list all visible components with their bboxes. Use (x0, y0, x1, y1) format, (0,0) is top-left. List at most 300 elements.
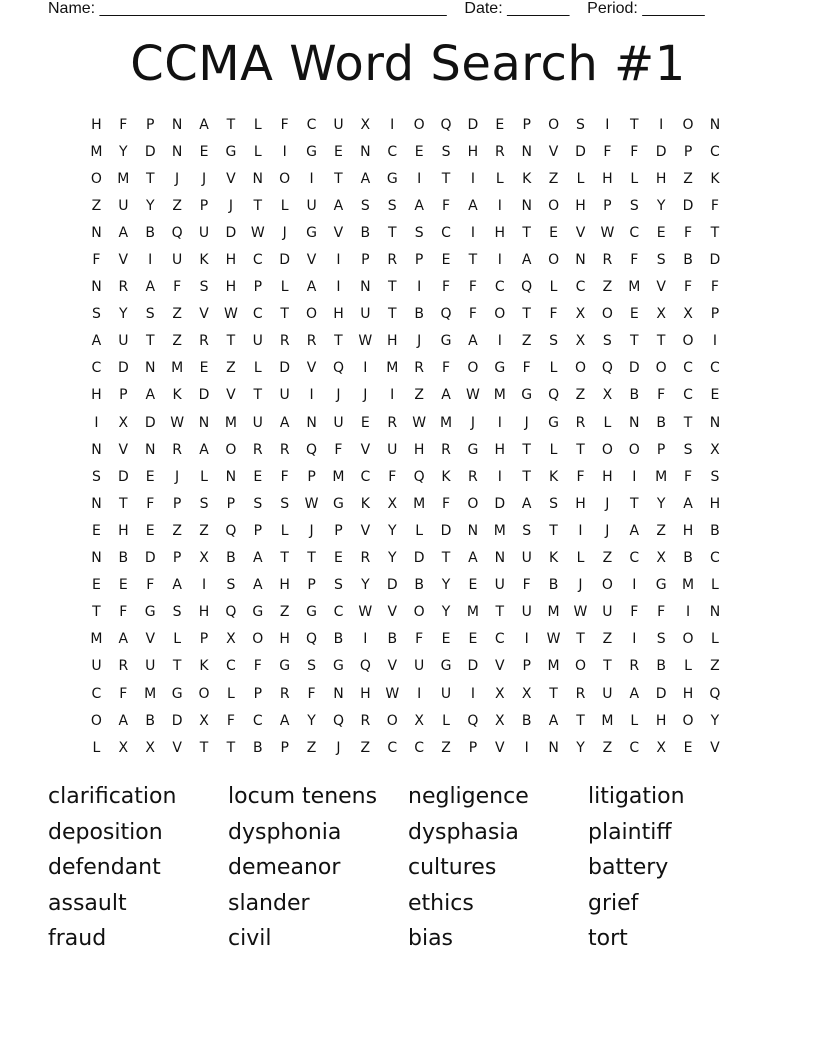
grid-letter: Q (601, 360, 613, 377)
word-bank-item: negligence (408, 784, 529, 809)
grid-letter: S (710, 468, 720, 485)
grid-letter: J (363, 387, 368, 404)
grid-letter: T (576, 631, 585, 648)
grid-letter: V (118, 441, 129, 458)
grid-letter: P (146, 116, 155, 133)
grid-letter: A (333, 197, 344, 214)
grid-letter: H (467, 143, 479, 160)
grid-letter: A (629, 685, 640, 702)
grid-letter: V (199, 306, 209, 323)
grid-letter: Z (656, 522, 666, 539)
grid-letter: X (360, 116, 371, 133)
grid-letter: D (682, 197, 694, 214)
grid-letter: B (656, 658, 666, 675)
grid-letter: F (334, 441, 343, 458)
grid-letter: L (684, 658, 692, 675)
grid-letter: R (279, 685, 290, 702)
grid-letter: Z (602, 739, 613, 756)
grid-letter: T (172, 658, 182, 675)
grid-letter: G (548, 414, 560, 431)
grid-letter: A (468, 333, 478, 350)
grid-letter: K (710, 170, 720, 187)
grid-letter: I (417, 685, 422, 702)
grid-letter: F (522, 577, 531, 594)
grid-letter: E (145, 468, 155, 485)
grid-row (83, 409, 731, 436)
grid-letter: Y (387, 522, 397, 539)
grid-letter: S (307, 658, 317, 675)
grid-letter: F (468, 279, 477, 296)
grid-letter: Z (602, 279, 613, 296)
grid-letter: T (576, 441, 585, 458)
grid-letter: H (91, 116, 102, 133)
date-blank[interactable]: _______ (507, 0, 570, 17)
grid-letter: H (386, 333, 398, 350)
grid-row (83, 274, 731, 301)
grid-letter: O (494, 306, 506, 323)
grid-letter: L (630, 712, 639, 729)
grid-letter: E (360, 414, 370, 431)
grid-letter: A (683, 495, 693, 512)
grid-letter: T (253, 197, 263, 214)
grid-letter: Q (440, 116, 452, 133)
grid-letter: O (601, 441, 613, 458)
grid-letter: P (656, 441, 666, 458)
grid-letter: X (575, 306, 586, 323)
grid-letter: F (522, 360, 531, 377)
grid-letter: F (576, 468, 585, 485)
grid-letter: F (307, 685, 316, 702)
grid-letter: C (629, 550, 640, 567)
grid-letter: X (495, 712, 505, 729)
grid-letter: O (655, 360, 667, 377)
header-fields (48, 0, 705, 18)
grid-letter: S (576, 116, 585, 133)
grid-letter: S (441, 143, 451, 160)
grid-letter: T (522, 441, 531, 458)
grid-letter: Z (683, 170, 693, 187)
grid-letter: L (253, 360, 262, 377)
grid-letter: H (575, 197, 586, 214)
word-bank-item: locum tenens (228, 784, 378, 809)
grid-letter: T (441, 170, 451, 187)
grid-letter: P (307, 577, 316, 594)
grid-letter: E (118, 577, 128, 594)
grid-letter: K (548, 468, 559, 485)
grid-letter: R (279, 333, 290, 350)
grid-letter: E (253, 468, 263, 485)
grid-letter: M (493, 522, 506, 539)
grid-letter: G (171, 685, 183, 702)
grid-letter: L (415, 522, 424, 539)
word-bank-item: grief (588, 890, 639, 916)
grid-letter: T (334, 170, 343, 187)
grid-letter: D (655, 143, 667, 160)
grid-letter: F (146, 495, 155, 512)
grid-letter: Z (441, 739, 451, 756)
grid-letter: V (656, 279, 666, 296)
grid-letter: F (630, 143, 639, 160)
page-title: CCMA Word Search #1 (130, 36, 686, 92)
grid-letter: M (547, 604, 560, 621)
grid-letter: R (414, 360, 424, 377)
grid-letter: F (657, 604, 666, 621)
grid-letter: Z (172, 306, 182, 323)
word-bank-item: civil (228, 926, 272, 952)
grid-letter: H (413, 441, 425, 458)
grid-letter: F (280, 468, 289, 485)
grid-letter: M (386, 360, 399, 377)
grid-letter: C (494, 631, 505, 648)
grid-letter: B (521, 712, 532, 729)
grid-letter: O (682, 631, 694, 648)
grid-letter: L (280, 522, 289, 539)
grid-letter: P (307, 468, 316, 485)
grid-row (83, 707, 731, 734)
word-bank (48, 779, 768, 957)
grid-letter: Y (656, 197, 666, 214)
grid-letter: O (467, 360, 479, 377)
grid-letter: V (306, 252, 317, 269)
grid-letter: K (548, 550, 559, 567)
grid-letter: G (521, 387, 533, 404)
grid-letter: P (172, 550, 182, 567)
grid-letter: N (709, 414, 721, 431)
grid-letter: G (440, 333, 452, 350)
grid-letter: L (253, 143, 262, 160)
grid-letter: G (386, 170, 398, 187)
grid-letter: Z (91, 197, 102, 214)
grid-letter: N (709, 604, 721, 621)
grid-letter: C (91, 360, 102, 377)
grid-letter: P (683, 143, 693, 160)
grid-letter: Y (361, 577, 370, 594)
grid-letter: P (119, 387, 128, 404)
grid-letter: F (468, 306, 477, 323)
grid-letter: E (441, 631, 451, 648)
grid-letter: I (524, 631, 529, 648)
grid-letter: G (467, 441, 479, 458)
grid-letter: B (414, 306, 424, 323)
grid-letter: I (685, 604, 691, 621)
grid-letter: M (332, 468, 345, 485)
grid-letter: E (334, 143, 343, 160)
grid-letter: S (656, 252, 666, 269)
grid-letter: O (548, 252, 560, 269)
grid-letter: T (92, 604, 101, 621)
grid-letter: R (494, 143, 505, 160)
grid-letter: J (605, 495, 610, 512)
grid-letter: H (709, 495, 721, 512)
grid-letter: V (226, 170, 236, 187)
grid-letter: U (414, 658, 425, 675)
grid-letter: M (547, 658, 560, 675)
grid-letter: G (440, 658, 452, 675)
grid-letter: A (279, 414, 290, 431)
grid-letter: P (226, 495, 236, 512)
grid-letter: Z (172, 197, 182, 214)
grid-letter: S (334, 577, 343, 594)
grid-letter: Y (710, 712, 720, 729)
grid-letter: X (575, 333, 586, 350)
grid-row (83, 545, 731, 572)
grid-letter: P (199, 631, 209, 648)
grid-letter: V (710, 739, 720, 756)
grid-letter: Y (119, 306, 128, 323)
grid-letter: M (90, 631, 103, 648)
grid-row (83, 734, 731, 761)
grid-letter: V (495, 658, 505, 675)
grid-letter: T (629, 495, 639, 512)
grid-letter: T (549, 685, 558, 702)
grid-letter: L (253, 116, 262, 133)
grid-letter: Y (441, 604, 451, 621)
grid-letter: A (199, 441, 209, 458)
grid-letter: O (90, 170, 102, 187)
grid-letter: C (360, 468, 371, 485)
grid-letter: O (574, 658, 586, 675)
grid-letter: N (91, 224, 102, 241)
grid-letter: I (605, 116, 610, 133)
grid-row (83, 626, 731, 653)
grid-letter: V (226, 387, 236, 404)
grid-letter: X (118, 414, 129, 431)
grid-row (83, 192, 731, 219)
grid-letter: N (91, 495, 102, 512)
grid-letter: P (199, 197, 209, 214)
grid-letter: P (522, 116, 531, 133)
grid-letter: T (145, 170, 155, 187)
grid-letter: S (92, 468, 101, 485)
grid-letter: P (280, 739, 289, 756)
grid-letter: I (417, 279, 422, 296)
grid-letter: J (175, 170, 180, 187)
grid-letter: M (117, 170, 130, 187)
grid-letter: Q (548, 387, 560, 404)
grid-letter: L (442, 712, 450, 729)
grid-letter: Y (576, 739, 585, 756)
grid-letter: V (360, 441, 371, 458)
grid-letter: E (468, 631, 478, 648)
grid-letter: G (306, 604, 317, 621)
grid-letter: I (497, 468, 502, 485)
grid-letter: S (172, 604, 182, 621)
grid-letter: U (521, 604, 532, 621)
grid-letter: A (306, 279, 317, 296)
grid-letter: T (334, 333, 343, 350)
grid-letter: C (629, 224, 640, 241)
word-bank-item: tort (588, 926, 628, 952)
grid-letter: A (118, 631, 129, 648)
grid-letter: V (387, 604, 398, 621)
grid-letter: F (441, 197, 451, 214)
grid-letter: T (387, 306, 397, 323)
grid-letter: J (336, 387, 341, 404)
grid-letter: X (710, 441, 720, 458)
grid-letter: E (199, 360, 209, 377)
grid-letter: M (493, 387, 506, 404)
grid-letter: X (495, 685, 505, 702)
grid-letter: F (173, 279, 182, 296)
grid-letter: Z (226, 360, 236, 377)
grid-letter: Q (359, 658, 371, 675)
grid-letter: I (470, 685, 475, 702)
grid-letter: Z (602, 550, 613, 567)
grid-letter: W (250, 224, 265, 241)
grid-letter: T (576, 712, 585, 729)
grid-row (83, 463, 731, 490)
grid-letter: X (226, 631, 236, 648)
grid-letter: T (441, 550, 451, 567)
grid-letter: C (683, 387, 693, 404)
grid-letter: F (684, 224, 693, 241)
grid-letter: H (682, 685, 694, 702)
grid-letter: N (91, 550, 102, 567)
word-bank-item: plaintiff (588, 819, 672, 845)
grid-letter: Z (360, 739, 371, 756)
grid-letter: I (282, 143, 287, 160)
grid-letter: F (415, 631, 424, 648)
grid-letter: H (279, 631, 290, 648)
grid-letter: S (92, 306, 101, 323)
grid-letter: Z (279, 604, 290, 621)
grid-letter: J (470, 414, 475, 431)
grid-letter: T (387, 279, 397, 296)
grid-letter: T (387, 224, 397, 241)
grid-letter: F (388, 468, 397, 485)
grid-letter: A (521, 495, 532, 512)
grid-letter: W (385, 685, 400, 702)
grid-letter: W (304, 495, 319, 512)
grid-letter: Z (306, 739, 317, 756)
grid-letter: M (90, 143, 103, 160)
grid-letter: H (279, 577, 290, 594)
grid-letter: L (173, 631, 182, 648)
grid-letter: V (548, 143, 559, 160)
grid-letter: M (144, 685, 157, 702)
grid-letter: B (333, 631, 344, 648)
grid-letter: T (603, 658, 612, 675)
grid-letter: A (521, 252, 532, 269)
grid-letter: G (306, 143, 317, 160)
grid-letter: W (546, 631, 561, 648)
grid-letter: J (605, 522, 610, 539)
grid-letter: D (440, 522, 452, 539)
grid-letter: F (253, 658, 262, 675)
grid-letter: I (632, 631, 637, 648)
grid-letter: R (252, 441, 263, 458)
grid-letter: N (171, 143, 183, 160)
grid-letter: N (252, 170, 264, 187)
grid-letter: T (710, 224, 720, 241)
grid-letter: G (144, 604, 156, 621)
grid-letter: F (146, 577, 155, 594)
grid-letter: F (630, 604, 639, 621)
grid-letter: C (306, 116, 317, 133)
grid-letter: P (414, 252, 424, 269)
grid-letter: N (709, 116, 721, 133)
grid-letter: A (172, 577, 182, 594)
grid-letter: H (225, 279, 237, 296)
grid-letter: L (711, 631, 719, 648)
grid-letter: P (361, 252, 370, 269)
grid-letter: Q (440, 306, 452, 323)
grid-letter: L (549, 360, 558, 377)
grid-letter: U (494, 577, 505, 594)
grid-letter: C (710, 143, 720, 160)
grid-letter: S (280, 495, 290, 512)
grid-letter: C (494, 279, 505, 296)
grid-letter: M (628, 279, 641, 296)
grid-letter: F (684, 279, 693, 296)
grid-letter: C (441, 224, 451, 241)
grid-letter: U (91, 658, 102, 675)
grid-letter: J (201, 170, 207, 187)
grid-letter: B (548, 577, 559, 594)
grid-letter: T (683, 414, 693, 431)
grid-letter: E (468, 577, 478, 594)
grid-letter: H (602, 468, 613, 485)
grid-letter: R (387, 252, 398, 269)
grid-letter: D (575, 143, 586, 160)
grid-letter: N (548, 739, 559, 756)
grid-letter: N (360, 143, 371, 160)
grid-letter: R (199, 333, 209, 350)
grid-letter: X (656, 306, 666, 323)
word-bank-item: slander (228, 890, 310, 916)
grid-letter: D (144, 143, 156, 160)
grid-row (83, 165, 731, 192)
grid-letter: R (575, 685, 586, 702)
grid-letter: X (602, 387, 613, 404)
grid-row (83, 680, 731, 707)
grid-letter: F (92, 252, 101, 269)
word-bank-item: demeanor (228, 855, 341, 881)
grid-letter: J (175, 468, 180, 485)
word-bank-item: bias (408, 926, 454, 952)
grid-letter: R (441, 441, 451, 458)
grid-letter: T (495, 604, 505, 621)
name-blank[interactable]: _______________________________________ (99, 0, 447, 17)
grid-letter: S (253, 495, 263, 512)
grid-letter: D (413, 550, 425, 567)
grid-letter: S (199, 495, 209, 512)
grid-row (83, 246, 731, 273)
grid-letter: D (144, 414, 156, 431)
grid-letter: V (575, 224, 586, 241)
grid-letter: F (549, 306, 558, 323)
grid-letter: A (629, 522, 640, 539)
grid-letter: H (333, 306, 344, 323)
grid-letter: V (495, 739, 505, 756)
period-blank[interactable]: _______ (642, 0, 705, 17)
grid-letter: D (279, 360, 291, 377)
grid-letter: C (387, 739, 398, 756)
grid-letter: L (576, 550, 585, 567)
grid-letter: F (603, 143, 612, 160)
grid-letter: X (656, 550, 666, 567)
grid-letter: F (710, 279, 719, 296)
grid-letter: V (306, 360, 317, 377)
grid-letter: P (710, 306, 720, 323)
grid-letter: X (145, 739, 156, 756)
grid-letter: Q (306, 631, 318, 648)
grid-letter: X (199, 550, 209, 567)
grid-letter: O (198, 685, 210, 702)
grid-letter: X (199, 712, 209, 729)
grid-letter: D (117, 468, 129, 485)
grid-letter: N (333, 685, 344, 702)
